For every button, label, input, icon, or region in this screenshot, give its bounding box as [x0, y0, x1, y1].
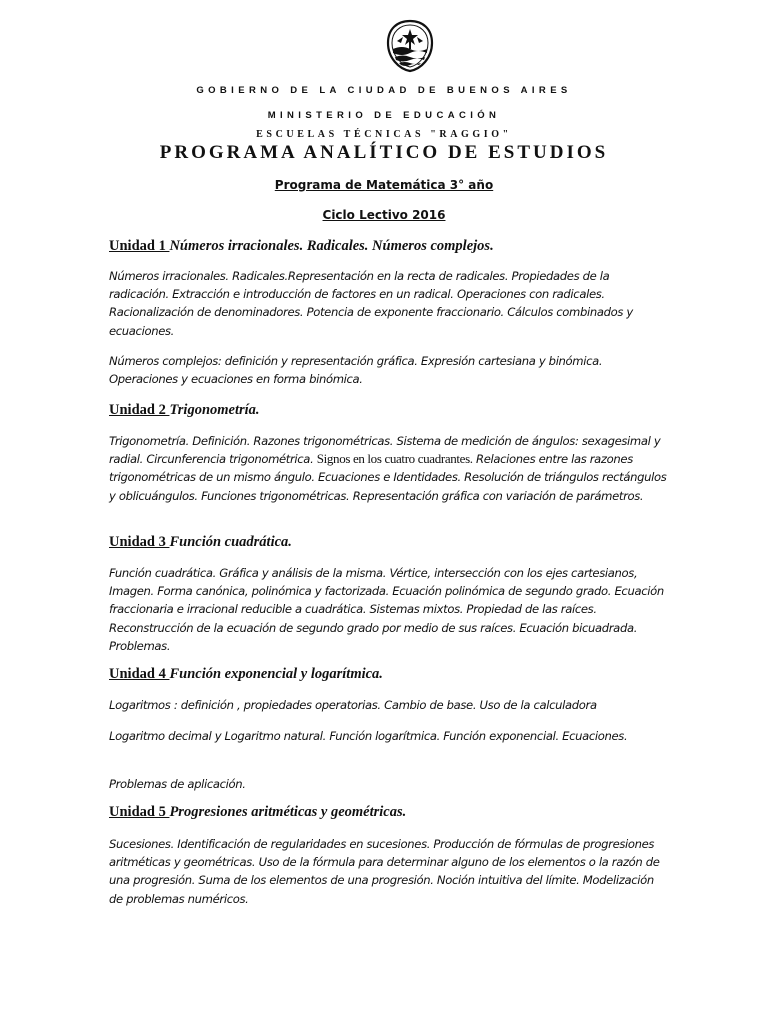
unit-4-paragraph-3: Problemas de aplicación. — [109, 777, 246, 791]
unit-4-paragraph-2: Logaritmo decimal y Logaritmo natural. Función logarítmica. Función exponencial. Ecuaciones. — [109, 729, 628, 743]
unit-1-label: Unidad 1 — [109, 238, 170, 254]
unit-2-heading — [109, 402, 260, 419]
unit-1-title: Números irracionales. Radicales. Números complejos. — [169, 238, 494, 254]
unit-4-heading — [109, 666, 383, 683]
unit-5-paragraph-1: Sucesiones. Identificación de regularidades en sucesiones. Producción de fórmulas de progresiones aritméticas y geométricas. Uso de la fórmula para determinar alguno de los elementos o la razón de una progresión. Suma de los elementos de una progresión. Noción intuitiva del límite. Modelización de problemas numéricos. — [109, 837, 660, 906]
unit-1-heading — [109, 238, 494, 255]
program-subtitle: Programa de Matemática 3° año — [274, 178, 494, 192]
unit-3-paragraph-1: Función cuadrática. Gráfica y análisis de la misma. Vértice, intersección con los ejes cartesianos, Imagen. Forma canónica, polinómica y factorizada. Ecuación polinómica de segundo grado. Ecuación fraccionaria e irracional reducible a cuadrática. Sistemas mixtos. Propiedad de las raíces. Reconstrucción de la ecuación de segundo grado por medio de sus raíces. Ecuación bicuadrada. Problemas. — [109, 566, 664, 653]
unit-3-label: Unidad 3 — [109, 534, 170, 550]
unit-3-heading — [109, 534, 292, 551]
unit-1-paragraph-1: Números irracionales. Radicales.Representación en la recta de radicales. Propiedades de la radicación. Extracción e introducción de factores en un radical. Operaciones con radicales. Racionalización de denominadores. Potencia de exponente fraccionario. Cálculos combinados y ecuaciones. — [109, 269, 633, 338]
unit-5-title: Progresiones aritméticas y geométricas. — [169, 804, 407, 820]
unit-2-text-end: Relaciones entre las razones trigonométricas de un mismo ángulo. Ecuaciones e Identidades. Resolución de triángulos rectángulos y oblicuángulos. Funciones trigonométricas. Representación gráfica con variación de parámetros. — [109, 452, 667, 503]
header-government: GOBIERNO DE LA CIUDAD DE BUENOS AIRES — [196, 85, 572, 96]
unit-5-heading — [109, 804, 406, 821]
unit-2-text-highlight: Signos en los cuatro cuadrantes. — [316, 451, 473, 467]
document-title: PROGRAMA ANALÍTICO DE ESTUDIOS — [159, 142, 609, 163]
unit-4-paragraph-1: Logaritmos : definición , propiedades operatorias. Cambio de base. Uso de la calculadora — [109, 698, 597, 712]
school-year-cycle: Ciclo Lectivo 2016 — [322, 208, 446, 222]
unit-3-title: Función cuadrática. — [169, 534, 292, 550]
unit-2-title: Trigonometría. — [169, 402, 260, 418]
city-coat-of-arms-logo — [385, 19, 435, 73]
unit-4-label: Unidad 4 — [109, 666, 170, 682]
unit-2-text-start: Trigonometría. Definición. Razones trigonométricas. Sistema de medición de ángulos: sexagesimal y radial. Circunferencia trigonométrica. — [109, 434, 661, 467]
unit-4-title: Función exponencial y logarítmica. — [169, 666, 383, 682]
header-school: ESCUELAS TÉCNICAS "RAGGIO" — [256, 129, 512, 140]
unit-2-label: Unidad 2 — [109, 402, 170, 418]
header-ministry: MINISTERIO DE EDUCACIÓN — [267, 110, 501, 121]
unit-1-paragraph-2: Números complejos: definición y representación gráfica. Expresión cartesiana y binómica. Operaciones y ecuaciones en forma binómica. — [109, 354, 603, 387]
unit-5-label: Unidad 5 — [109, 804, 170, 820]
unit-2-paragraph-1 — [109, 432, 669, 505]
